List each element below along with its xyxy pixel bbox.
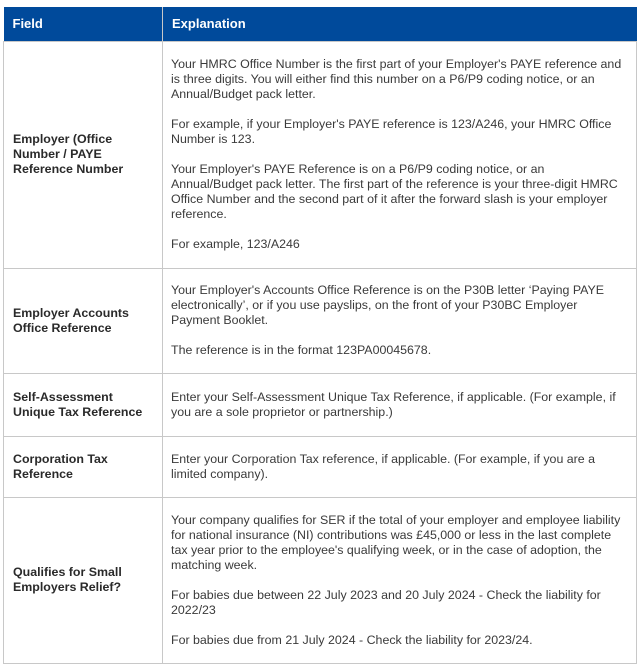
explanation-paragraph: Enter your Corporation Tax reference, if applicable. (For example, if you are a limited company).: [171, 451, 596, 481]
field-label: Employer (Office Number / PAYE Reference Number: [4, 41, 163, 268]
table-row: [4, 497, 637, 663]
table-row: [4, 268, 637, 373]
field-label: Corporation Tax Reference: [4, 436, 163, 497]
explanation-paragraph: For example, 123/A246: [171, 237, 300, 251]
field-label: Employer Accounts Office Reference: [4, 268, 163, 373]
explanation-paragraph: Your HMRC Office Number is the first part of your Employer's PAYE reference and is three digits. You will either find this number on a P6/P9 coding notice, or an Annual/Budget pack letter.: [171, 57, 622, 101]
field-explanation-table: [3, 7, 637, 664]
explanation-cell: [163, 41, 637, 268]
explanation-paragraph: The reference is in the format 123PA00045678.: [171, 343, 432, 357]
table-row: [4, 41, 637, 268]
explanation-paragraph: Your Employer's Accounts Office Reference is on the P30B letter ‘Paying PAYE electronically’, or if you use payslips, on the front of your P30BC Employer Payment Booklet.: [171, 283, 605, 327]
explanation-paragraph: For babies due between 22 July 2023 and 20 July 2024 - Check the liability for 2022/23: [171, 587, 601, 617]
explanation-cell: [163, 497, 637, 663]
explanation-cell: [163, 373, 637, 436]
explanation-cell: [163, 436, 637, 497]
explanation-paragraph: For example, if your Employer's PAYE reference is 123/A246, your HMRC Office Number is 123.: [171, 117, 612, 146]
header-explanation: Explanation: [163, 7, 637, 41]
field-label: Qualifies for Small Employers Relief?: [4, 497, 163, 663]
explanation-paragraph: Your company qualifies for SER if the total of your employer and employee liability for national insurance (NI) contributions was £45,000 or less in the last complete tax year prior to the employee's qualifying week, or in the case of adoption, the matching week.: [171, 512, 621, 572]
header-field: Field: [4, 7, 163, 41]
table-row: [4, 436, 637, 497]
field-label: Self-Assessment Unique Tax Reference: [4, 373, 163, 436]
table-row: [4, 373, 637, 436]
explanation-paragraph: Your Employer's PAYE Reference is on a P6/P9 coding notice, or an Annual/Budget pack letter. The first part of the reference is your three-digit HMRC Office Number and the second part of it after the forward slash is your employer reference.: [171, 162, 618, 221]
explanation-cell: [163, 268, 637, 373]
table-header-row: [4, 7, 637, 41]
explanation-paragraph: For babies due from 21 July 2024 - Check the liability for 2023/24.: [171, 632, 533, 647]
explanation-paragraph: Enter your Self-Assessment Unique Tax Reference, if applicable. (For example, if you are a sole proprietor or partnership.): [171, 389, 616, 419]
